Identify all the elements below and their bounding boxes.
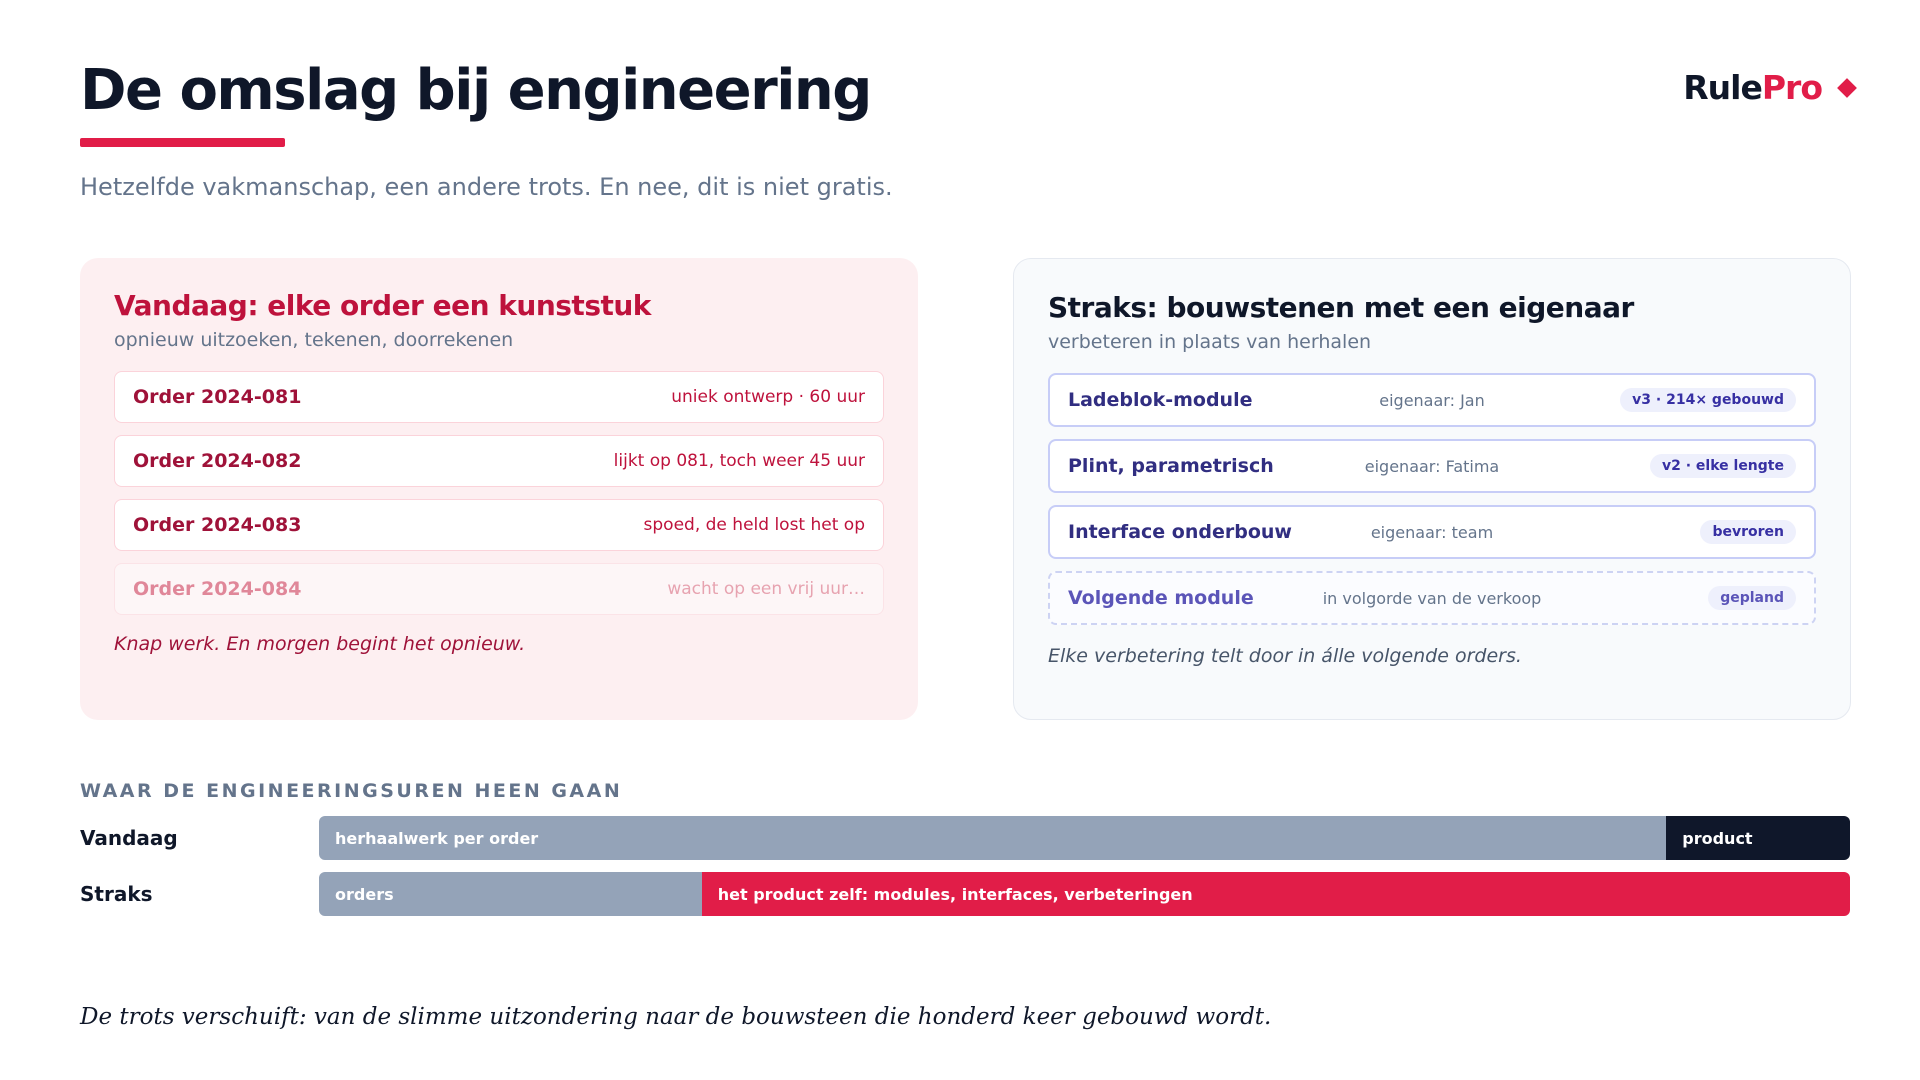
- footer-quote: De trots verschuift: van de slimme uitzondering naar de bouwsteen die honderd keer gebouwd wordt.: [80, 1004, 1272, 1030]
- order-row: [114, 435, 884, 487]
- later-panel: [1013, 258, 1851, 720]
- module-row: [1048, 505, 1816, 559]
- hours-row-label: Vandaag: [80, 826, 178, 850]
- module-row: [1048, 373, 1816, 427]
- order-row: [114, 371, 884, 423]
- later-title: Straks: bouwstenen met een eigenaar: [1048, 291, 1634, 324]
- order-note: uniek ontwerp · 60 uur: [671, 387, 865, 407]
- hours-segment: orders: [319, 872, 702, 916]
- module-name: Ladeblok-module: [1068, 389, 1253, 411]
- hours-segment: het product zelf: modules, interfaces, verbeteringen: [702, 872, 1850, 916]
- today-title: Vandaag: elke order een kunststuk: [114, 289, 651, 322]
- today-note: Knap werk. En morgen begint het opnieuw.: [114, 633, 526, 655]
- module-owner: eigenaar: team: [1370, 522, 1494, 542]
- order-name: Order 2024-081: [133, 386, 302, 408]
- order-note: lijkt op 081, toch weer 45 uur: [613, 451, 865, 471]
- today-subtitle: opnieuw uitzoeken, tekenen, doorrekenen: [114, 329, 514, 351]
- later-subtitle: verbeteren in plaats van herhalen: [1048, 331, 1372, 353]
- module-owner: in volgorde van de verkoop: [1322, 588, 1542, 608]
- hours-segment: herhaalwerk per order: [319, 816, 1666, 860]
- page-subtitle: Hetzelfde vakmanschap, een andere trots. En nee, dit is niet gratis.: [80, 173, 893, 201]
- module-name: Plint, parametrisch: [1068, 455, 1274, 477]
- hours-bar: [319, 816, 1850, 860]
- order-name: Order 2024-084: [133, 578, 302, 600]
- module-list: [1048, 373, 1816, 625]
- title-underline: [80, 138, 285, 147]
- order-row: [114, 499, 884, 551]
- logo-diamond-icon: [1837, 78, 1857, 98]
- module-badge: gepland: [1708, 586, 1796, 610]
- module-badge: bevroren: [1700, 520, 1796, 544]
- logo-rule-text: Rule: [1683, 68, 1762, 107]
- hours-row-label: Straks: [80, 882, 153, 906]
- module-row: [1048, 439, 1816, 493]
- module-owner: eigenaar: Jan: [1379, 390, 1485, 410]
- hours-row-today: [80, 816, 1850, 860]
- logo: [1683, 68, 1854, 107]
- order-name: Order 2024-082: [133, 450, 302, 472]
- order-note: wacht op een vrij uur…: [667, 579, 865, 599]
- today-panel: [80, 258, 918, 720]
- module-name: Volgende module: [1068, 587, 1254, 609]
- module-badge: v2 · elke lengte: [1650, 454, 1796, 478]
- module-owner: eigenaar: Fatima: [1364, 456, 1500, 476]
- hours-segment: product: [1666, 816, 1850, 860]
- hours-row-later: [80, 872, 1850, 916]
- logo-pro-text: Pro: [1761, 68, 1822, 107]
- hours-bar: [319, 872, 1850, 916]
- hours-section-label: WAAR DE ENGINEERINGSUREN HEEN GAAN: [80, 780, 623, 802]
- module-name: Interface onderbouw: [1068, 521, 1292, 543]
- module-badge: v3 · 214× gebouwd: [1620, 388, 1796, 412]
- order-row-waiting: [114, 563, 884, 615]
- page-title: De omslag bij engineering: [80, 58, 871, 123]
- module-row-planned: [1048, 571, 1816, 625]
- order-list: [114, 371, 884, 615]
- order-name: Order 2024-083: [133, 514, 302, 536]
- later-note: Elke verbetering telt door in álle volgende orders.: [1048, 645, 1522, 667]
- order-note: spoed, de held lost het op: [643, 515, 865, 535]
